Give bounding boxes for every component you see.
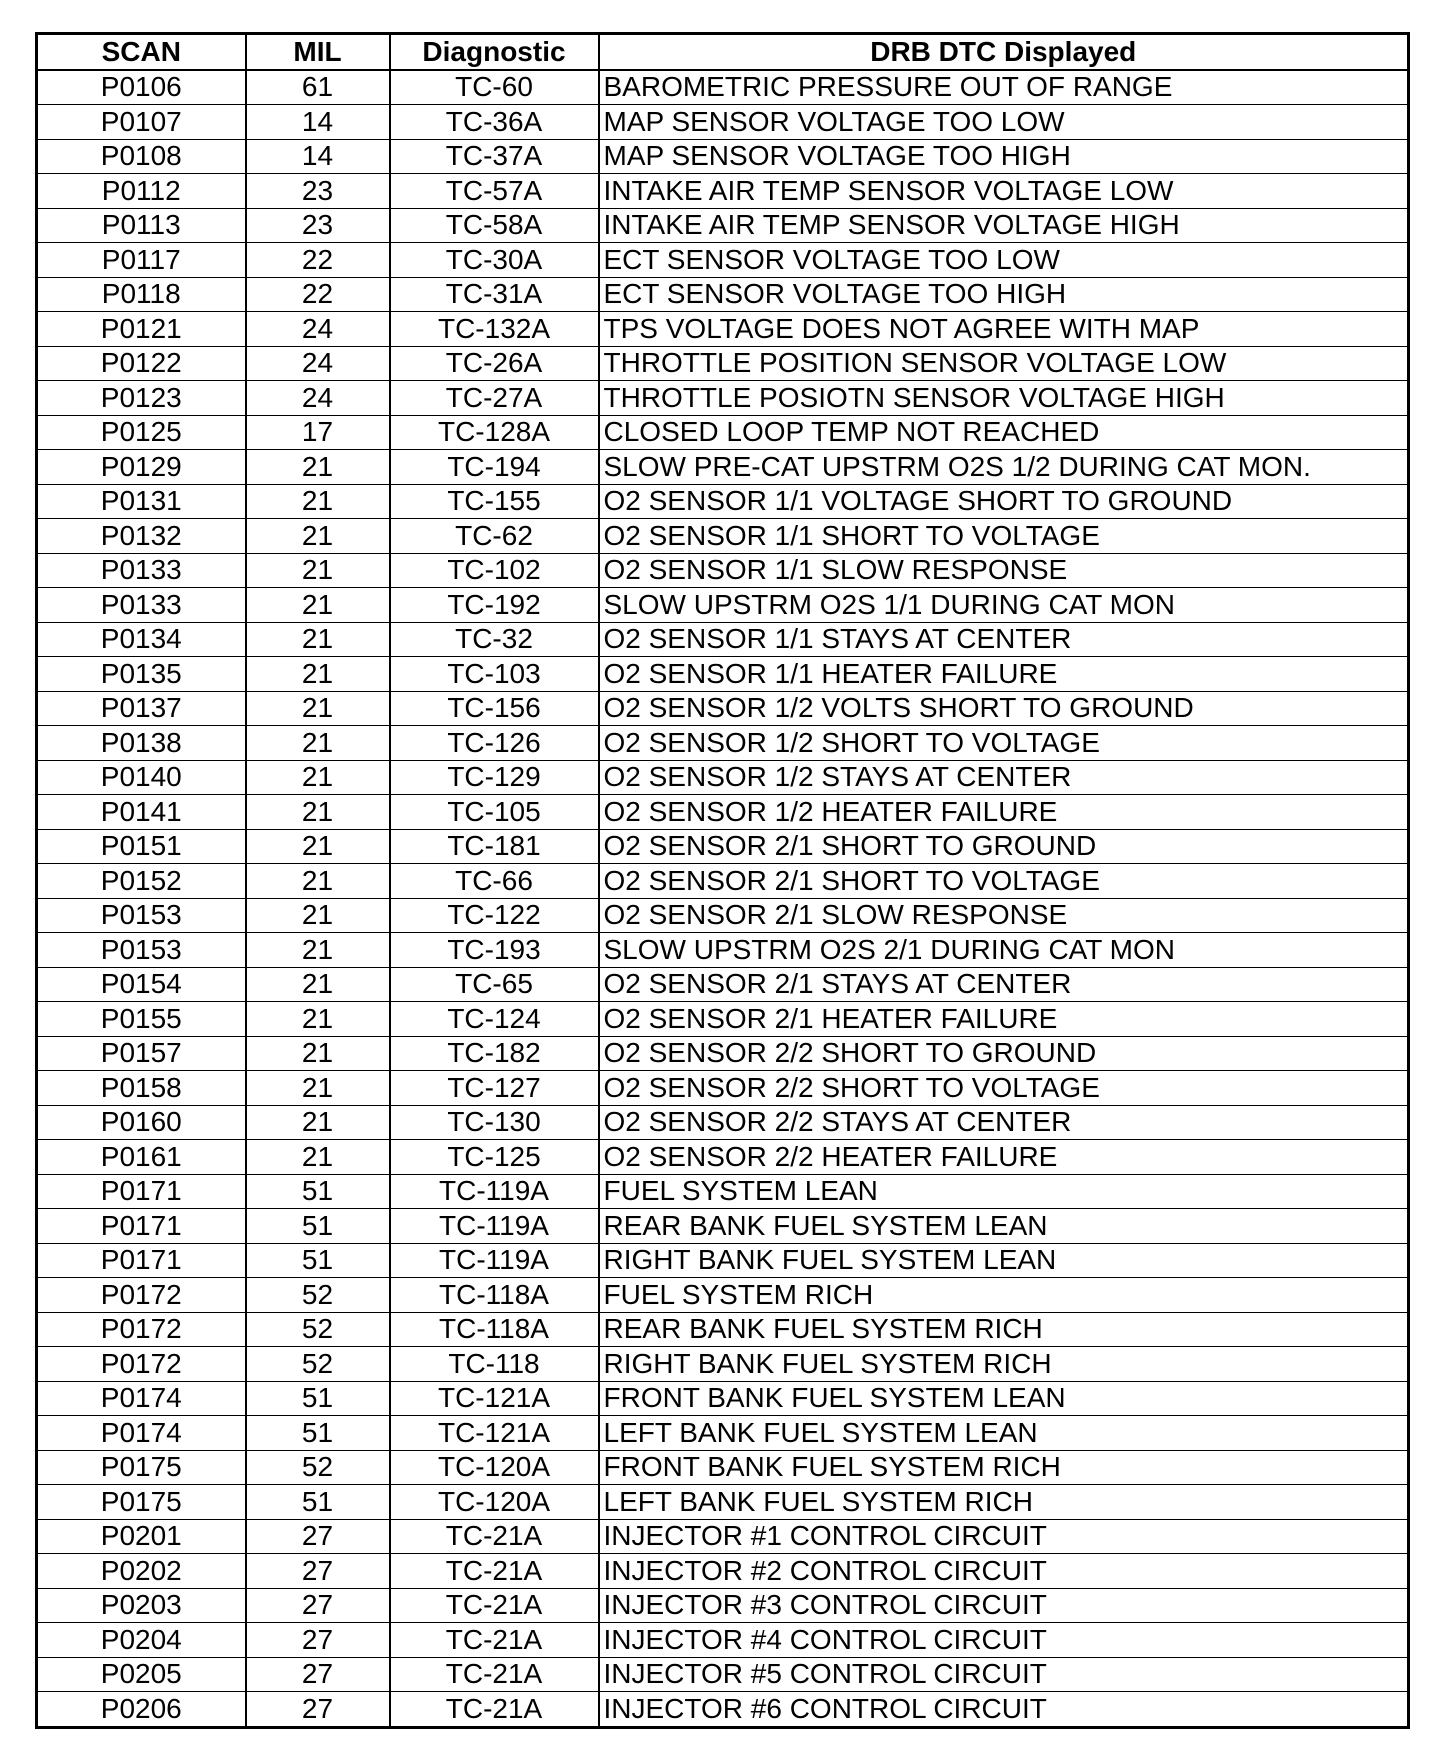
- table-row: [37, 1519, 1409, 1554]
- diagnostic-code: TC-121A: [390, 1381, 599, 1416]
- scan-code: P0118: [37, 277, 246, 312]
- scan-code: P0152: [37, 864, 246, 899]
- table-row: [37, 726, 1409, 761]
- dtc-description: ECT SENSOR VOLTAGE TOO LOW: [599, 243, 1409, 278]
- table-row: [37, 1623, 1409, 1658]
- table-row: [37, 1347, 1409, 1382]
- diagnostic-code: TC-21A: [390, 1623, 599, 1658]
- dtc-description: O2 SENSOR 1/1 SLOW RESPONSE: [599, 553, 1409, 588]
- mil-code: 14: [246, 139, 390, 174]
- scan-code: P0161: [37, 1140, 246, 1175]
- dtc-description: FRONT BANK FUEL SYSTEM LEAN: [599, 1381, 1409, 1416]
- table-row: [37, 657, 1409, 692]
- diagnostic-code: TC-21A: [390, 1657, 599, 1692]
- diagnostic-code: TC-31A: [390, 277, 599, 312]
- scan-code: P0174: [37, 1416, 246, 1451]
- scan-code: P0175: [37, 1450, 246, 1485]
- dtc-description: O2 SENSOR 1/1 VOLTAGE SHORT TO GROUND: [599, 484, 1409, 519]
- mil-code: 51: [246, 1174, 390, 1209]
- scan-code: P0175: [37, 1485, 246, 1520]
- dtc-description: REAR BANK FUEL SYSTEM RICH: [599, 1312, 1409, 1347]
- dtc-description: THROTTLE POSITION SENSOR VOLTAGE LOW: [599, 346, 1409, 381]
- mil-code: 52: [246, 1278, 390, 1313]
- dtc-description: INJECTOR #2 CONTROL CIRCUIT: [599, 1554, 1409, 1589]
- table-row: [37, 622, 1409, 657]
- mil-code: 21: [246, 829, 390, 864]
- scan-code: P0205: [37, 1657, 246, 1692]
- scan-code: P0201: [37, 1519, 246, 1554]
- dtc-description: CLOSED LOOP TEMP NOT REACHED: [599, 415, 1409, 450]
- scan-code: P0171: [37, 1174, 246, 1209]
- diagnostic-code: TC-193: [390, 933, 599, 968]
- mil-code: 27: [246, 1519, 390, 1554]
- mil-code: 51: [246, 1209, 390, 1244]
- scan-code: P0151: [37, 829, 246, 864]
- table-row: [37, 450, 1409, 485]
- table-row: [37, 1278, 1409, 1313]
- dtc-description: FUEL SYSTEM LEAN: [599, 1174, 1409, 1209]
- mil-code: 27: [246, 1623, 390, 1658]
- diagnostic-code: TC-27A: [390, 381, 599, 416]
- dtc-description: THROTTLE POSIOTN SENSOR VOLTAGE HIGH: [599, 381, 1409, 416]
- diagnostic-code: TC-127: [390, 1071, 599, 1106]
- table-row: [37, 1450, 1409, 1485]
- dtc-description: RIGHT BANK FUEL SYSTEM RICH: [599, 1347, 1409, 1382]
- dtc-description: TPS VOLTAGE DOES NOT AGREE WITH MAP: [599, 312, 1409, 347]
- diagnostic-code: TC-32: [390, 622, 599, 657]
- diagnostic-code: TC-126: [390, 726, 599, 761]
- dtc-description: LEFT BANK FUEL SYSTEM LEAN: [599, 1416, 1409, 1451]
- mil-code: 21: [246, 519, 390, 554]
- scan-code: P0106: [37, 70, 246, 105]
- mil-code: 21: [246, 726, 390, 761]
- dtc-description: O2 SENSOR 1/2 SHORT TO VOLTAGE: [599, 726, 1409, 761]
- diagnostic-code: TC-182: [390, 1036, 599, 1071]
- table-row: [37, 829, 1409, 864]
- table-row: [37, 415, 1409, 450]
- mil-code: 21: [246, 657, 390, 692]
- diagnostic-code: TC-120A: [390, 1485, 599, 1520]
- dtc-description: O2 SENSOR 2/2 SHORT TO VOLTAGE: [599, 1071, 1409, 1106]
- table-row: [37, 312, 1409, 347]
- scan-code: P0121: [37, 312, 246, 347]
- diagnostic-code: TC-65: [390, 967, 599, 1002]
- dtc-description: O2 SENSOR 2/1 SHORT TO GROUND: [599, 829, 1409, 864]
- diagnostic-code: TC-132A: [390, 312, 599, 347]
- diagnostic-code: TC-124: [390, 1002, 599, 1037]
- diagnostic-code: TC-118: [390, 1347, 599, 1382]
- dtc-description: RIGHT BANK FUEL SYSTEM LEAN: [599, 1243, 1409, 1278]
- table-row: [37, 933, 1409, 968]
- scan-code: P0158: [37, 1071, 246, 1106]
- mil-code: 24: [246, 312, 390, 347]
- table-row: [37, 1174, 1409, 1209]
- mil-code: 21: [246, 484, 390, 519]
- scan-code: P0133: [37, 588, 246, 623]
- scan-code: P0117: [37, 243, 246, 278]
- scan-code: P0137: [37, 691, 246, 726]
- diagnostic-code: TC-181: [390, 829, 599, 864]
- diagnostic-code: TC-103: [390, 657, 599, 692]
- mil-code: 21: [246, 450, 390, 485]
- dtc-description: O2 SENSOR 2/2 SHORT TO GROUND: [599, 1036, 1409, 1071]
- dtc-description: INJECTOR #1 CONTROL CIRCUIT: [599, 1519, 1409, 1554]
- table-row: [37, 1381, 1409, 1416]
- scan-code: P0203: [37, 1588, 246, 1623]
- mil-code: 51: [246, 1381, 390, 1416]
- table-row: [37, 243, 1409, 278]
- dtc-description: O2 SENSOR 2/2 STAYS AT CENTER: [599, 1105, 1409, 1140]
- dtc-description: SLOW PRE-CAT UPSTRM O2S 1/2 DURING CAT MON.: [599, 450, 1409, 485]
- scan-code: P0172: [37, 1312, 246, 1347]
- dtc-description: INTAKE AIR TEMP SENSOR VOLTAGE LOW: [599, 174, 1409, 209]
- mil-code: 21: [246, 760, 390, 795]
- scan-code: P0155: [37, 1002, 246, 1037]
- header-row: [37, 34, 1409, 70]
- table-row: [37, 174, 1409, 209]
- diagnostic-code: TC-155: [390, 484, 599, 519]
- dtc-description: O2 SENSOR 1/2 HEATER FAILURE: [599, 795, 1409, 830]
- dtc-description: FRONT BANK FUEL SYSTEM RICH: [599, 1450, 1409, 1485]
- scan-code: P0113: [37, 208, 246, 243]
- diagnostic-code: TC-194: [390, 450, 599, 485]
- mil-code: 27: [246, 1588, 390, 1623]
- diagnostic-code: TC-60: [390, 70, 599, 105]
- dtc-description: REAR BANK FUEL SYSTEM LEAN: [599, 1209, 1409, 1244]
- mil-code: 27: [246, 1554, 390, 1589]
- diagnostic-code: TC-66: [390, 864, 599, 899]
- diagnostic-code: TC-21A: [390, 1692, 599, 1728]
- dtc-description: O2 SENSOR 1/1 HEATER FAILURE: [599, 657, 1409, 692]
- header-drb-dtc-displayed: DRB DTC Displayed: [599, 34, 1409, 70]
- scan-code: P0171: [37, 1243, 246, 1278]
- dtc-description: O2 SENSOR 2/1 STAYS AT CENTER: [599, 967, 1409, 1002]
- diagnostic-code: TC-129: [390, 760, 599, 795]
- scan-code: P0134: [37, 622, 246, 657]
- scan-code: P0141: [37, 795, 246, 830]
- table-row: [37, 795, 1409, 830]
- table-row: [37, 346, 1409, 381]
- dtc-description: O2 SENSOR 1/1 STAYS AT CENTER: [599, 622, 1409, 657]
- mil-code: 21: [246, 1036, 390, 1071]
- mil-code: 21: [246, 622, 390, 657]
- table-row: [37, 1105, 1409, 1140]
- diagnostic-code: TC-120A: [390, 1450, 599, 1485]
- diagnostic-code: TC-119A: [390, 1209, 599, 1244]
- mil-code: 51: [246, 1243, 390, 1278]
- mil-code: 27: [246, 1692, 390, 1728]
- dtc-description: FUEL SYSTEM RICH: [599, 1278, 1409, 1313]
- mil-code: 14: [246, 105, 390, 140]
- table-row: [37, 1243, 1409, 1278]
- mil-code: 21: [246, 553, 390, 588]
- scan-code: P0132: [37, 519, 246, 554]
- dtc-description: O2 SENSOR 1/1 SHORT TO VOLTAGE: [599, 519, 1409, 554]
- mil-code: 22: [246, 277, 390, 312]
- mil-code: 24: [246, 381, 390, 416]
- dtc-description: SLOW UPSTRM O2S 2/1 DURING CAT MON: [599, 933, 1409, 968]
- mil-code: 23: [246, 174, 390, 209]
- table-row: [37, 1416, 1409, 1451]
- scan-code: P0204: [37, 1623, 246, 1658]
- mil-code: 61: [246, 70, 390, 105]
- table-body: [37, 70, 1409, 1728]
- mil-code: 27: [246, 1657, 390, 1692]
- scan-code: P0160: [37, 1105, 246, 1140]
- table-row: [37, 1209, 1409, 1244]
- diagnostic-code: TC-26A: [390, 346, 599, 381]
- table-row: [37, 484, 1409, 519]
- scan-code: P0138: [37, 726, 246, 761]
- mil-code: 21: [246, 1002, 390, 1037]
- mil-code: 22: [246, 243, 390, 278]
- table-header: [37, 34, 1409, 70]
- diagnostic-code: TC-192: [390, 588, 599, 623]
- mil-code: 24: [246, 346, 390, 381]
- scan-code: P0107: [37, 105, 246, 140]
- table-row: [37, 381, 1409, 416]
- diagnostic-code: TC-128A: [390, 415, 599, 450]
- dtc-description: O2 SENSOR 2/1 HEATER FAILURE: [599, 1002, 1409, 1037]
- mil-code: 52: [246, 1347, 390, 1382]
- mil-code: 21: [246, 898, 390, 933]
- dtc-description: INJECTOR #6 CONTROL CIRCUIT: [599, 1692, 1409, 1728]
- scan-code: P0202: [37, 1554, 246, 1589]
- dtc-description: INTAKE AIR TEMP SENSOR VOLTAGE HIGH: [599, 208, 1409, 243]
- diagnostic-code: TC-118A: [390, 1278, 599, 1313]
- diagnostic-code: TC-125: [390, 1140, 599, 1175]
- mil-code: 21: [246, 1105, 390, 1140]
- scan-code: P0123: [37, 381, 246, 416]
- diagnostic-code: TC-21A: [390, 1519, 599, 1554]
- dtc-description: INJECTOR #3 CONTROL CIRCUIT: [599, 1588, 1409, 1623]
- dtc-description: MAP SENSOR VOLTAGE TOO LOW: [599, 105, 1409, 140]
- diagnostic-code: TC-118A: [390, 1312, 599, 1347]
- scan-code: P0122: [37, 346, 246, 381]
- mil-code: 52: [246, 1312, 390, 1347]
- header-diagnostic: Diagnostic: [390, 34, 599, 70]
- diagnostic-code: TC-119A: [390, 1174, 599, 1209]
- diagnostic-code: TC-36A: [390, 105, 599, 140]
- dtc-description: O2 SENSOR 2/1 SLOW RESPONSE: [599, 898, 1409, 933]
- table-row: [37, 588, 1409, 623]
- table-row: [37, 1485, 1409, 1520]
- dtc-description: O2 SENSOR 1/2 STAYS AT CENTER: [599, 760, 1409, 795]
- mil-code: 21: [246, 691, 390, 726]
- dtc-description: ECT SENSOR VOLTAGE TOO HIGH: [599, 277, 1409, 312]
- table-row: [37, 208, 1409, 243]
- mil-code: 21: [246, 864, 390, 899]
- table-row: [37, 898, 1409, 933]
- table-row: [37, 1140, 1409, 1175]
- diagnostic-code: TC-57A: [390, 174, 599, 209]
- diagnostic-code: TC-130: [390, 1105, 599, 1140]
- scan-code: P0174: [37, 1381, 246, 1416]
- table-row: [37, 70, 1409, 105]
- mil-code: 21: [246, 1071, 390, 1106]
- scan-code: P0171: [37, 1209, 246, 1244]
- scan-code: P0108: [37, 139, 246, 174]
- diagnostic-code: TC-119A: [390, 1243, 599, 1278]
- diagnostic-code: TC-105: [390, 795, 599, 830]
- table-row: [37, 1657, 1409, 1692]
- table-row: [37, 691, 1409, 726]
- scan-code: P0153: [37, 933, 246, 968]
- header-scan: SCAN: [37, 34, 246, 70]
- diagnostic-code: TC-30A: [390, 243, 599, 278]
- scan-code: P0154: [37, 967, 246, 1002]
- table-row: [37, 967, 1409, 1002]
- mil-code: 51: [246, 1485, 390, 1520]
- table-row: [37, 105, 1409, 140]
- dtc-description: INJECTOR #4 CONTROL CIRCUIT: [599, 1623, 1409, 1658]
- scan-code: P0172: [37, 1278, 246, 1313]
- diagnostic-code: TC-156: [390, 691, 599, 726]
- diagnostic-code: TC-21A: [390, 1588, 599, 1623]
- table-row: [37, 1002, 1409, 1037]
- mil-code: 23: [246, 208, 390, 243]
- dtc-description: MAP SENSOR VOLTAGE TOO HIGH: [599, 139, 1409, 174]
- diagnostic-code: TC-102: [390, 553, 599, 588]
- dtc-description: LEFT BANK FUEL SYSTEM RICH: [599, 1485, 1409, 1520]
- table-row: [37, 1036, 1409, 1071]
- mil-code: 21: [246, 933, 390, 968]
- diagnostic-code: TC-58A: [390, 208, 599, 243]
- table-row: [37, 760, 1409, 795]
- mil-code: 21: [246, 967, 390, 1002]
- mil-code: 52: [246, 1450, 390, 1485]
- table-row: [37, 277, 1409, 312]
- table-row: [37, 139, 1409, 174]
- mil-code: 51: [246, 1416, 390, 1451]
- table-row: [37, 553, 1409, 588]
- dtc-description: O2 SENSOR 2/2 HEATER FAILURE: [599, 1140, 1409, 1175]
- scan-code: P0131: [37, 484, 246, 519]
- scan-code: P0112: [37, 174, 246, 209]
- diagnostic-code: TC-62: [390, 519, 599, 554]
- mil-code: 21: [246, 588, 390, 623]
- scan-code: P0140: [37, 760, 246, 795]
- scan-code: P0206: [37, 1692, 246, 1728]
- header-mil: MIL: [246, 34, 390, 70]
- scan-code: P0172: [37, 1347, 246, 1382]
- mil-code: 17: [246, 415, 390, 450]
- scan-code: P0153: [37, 898, 246, 933]
- table-row: [37, 1588, 1409, 1623]
- table-row: [37, 1554, 1409, 1589]
- diagnostic-code: TC-121A: [390, 1416, 599, 1451]
- diagnostic-code: TC-37A: [390, 139, 599, 174]
- dtc-description: BAROMETRIC PRESSURE OUT OF RANGE: [599, 70, 1409, 105]
- mil-code: 21: [246, 795, 390, 830]
- diagnostic-code: TC-122: [390, 898, 599, 933]
- diagnostic-code: TC-21A: [390, 1554, 599, 1589]
- dtc-description: INJECTOR #5 CONTROL CIRCUIT: [599, 1657, 1409, 1692]
- scan-code: P0133: [37, 553, 246, 588]
- table-row: [37, 1312, 1409, 1347]
- table-row: [37, 864, 1409, 899]
- scan-code: P0125: [37, 415, 246, 450]
- dtc-description: O2 SENSOR 1/2 VOLTS SHORT TO GROUND: [599, 691, 1409, 726]
- scan-code: P0157: [37, 1036, 246, 1071]
- scan-code: P0135: [37, 657, 246, 692]
- dtc-description: SLOW UPSTRM O2S 1/1 DURING CAT MON: [599, 588, 1409, 623]
- table-row: [37, 1692, 1409, 1728]
- dtc-description: O2 SENSOR 2/1 SHORT TO VOLTAGE: [599, 864, 1409, 899]
- table-row: [37, 519, 1409, 554]
- mil-code: 21: [246, 1140, 390, 1175]
- dtc-table: [35, 32, 1410, 1729]
- scan-code: P0129: [37, 450, 246, 485]
- table-row: [37, 1071, 1409, 1106]
